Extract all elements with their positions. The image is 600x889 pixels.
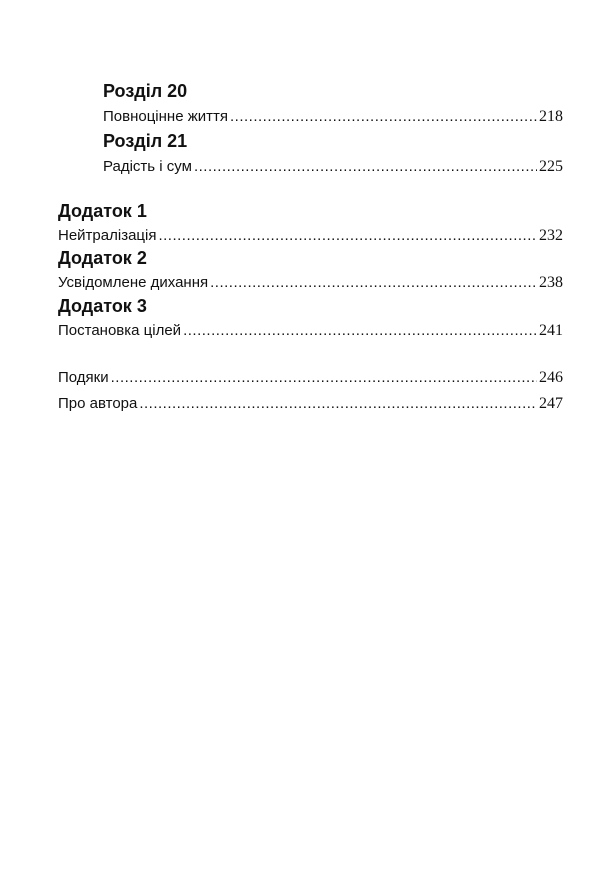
dot-leader [183, 321, 537, 341]
entry-title: Повноцінне життя [103, 108, 228, 125]
toc-back-matter [58, 368, 563, 414]
toc-appendix-3 [58, 295, 563, 341]
entry-title: Усвідомлене дихання [58, 274, 209, 291]
dot-leader [111, 368, 537, 388]
dot-leader [194, 157, 537, 177]
page-number: 246 [539, 369, 563, 386]
toc-entry [103, 157, 563, 177]
toc-entry [58, 321, 563, 341]
page-number: 238 [539, 274, 563, 291]
entry-title: Подяки [58, 369, 109, 386]
toc-entry [58, 226, 563, 246]
chapter-heading: Розділ 20 [103, 81, 188, 101]
toc-chapter-20 [103, 80, 563, 127]
chapter-heading: Розділ 21 [103, 131, 188, 151]
page-number: 232 [539, 227, 563, 244]
page-number: 247 [539, 395, 563, 412]
entry-title: Радість і сум [103, 158, 192, 175]
toc-entry [58, 273, 563, 293]
entry-title: Постановка цілей [58, 322, 182, 339]
toc-appendix-2 [58, 247, 563, 293]
page-number: 218 [539, 108, 563, 125]
dot-leader [158, 226, 537, 246]
toc-entry [58, 394, 563, 414]
toc-appendix-1 [58, 200, 563, 246]
toc-chapter-21 [103, 130, 563, 177]
page-number: 225 [539, 158, 563, 175]
dot-leader [139, 394, 537, 414]
appendix-heading: Додаток 1 [58, 201, 147, 221]
page-number: 241 [539, 322, 563, 339]
entry-title: Про автора [58, 395, 138, 412]
toc-entry [103, 107, 563, 127]
entry-title: Нейтралізація [58, 227, 157, 244]
appendix-heading: Додаток 3 [58, 296, 147, 316]
dot-leader [230, 107, 537, 127]
appendix-heading: Додаток 2 [58, 248, 147, 268]
dot-leader [210, 273, 537, 293]
toc-entry [58, 368, 563, 388]
